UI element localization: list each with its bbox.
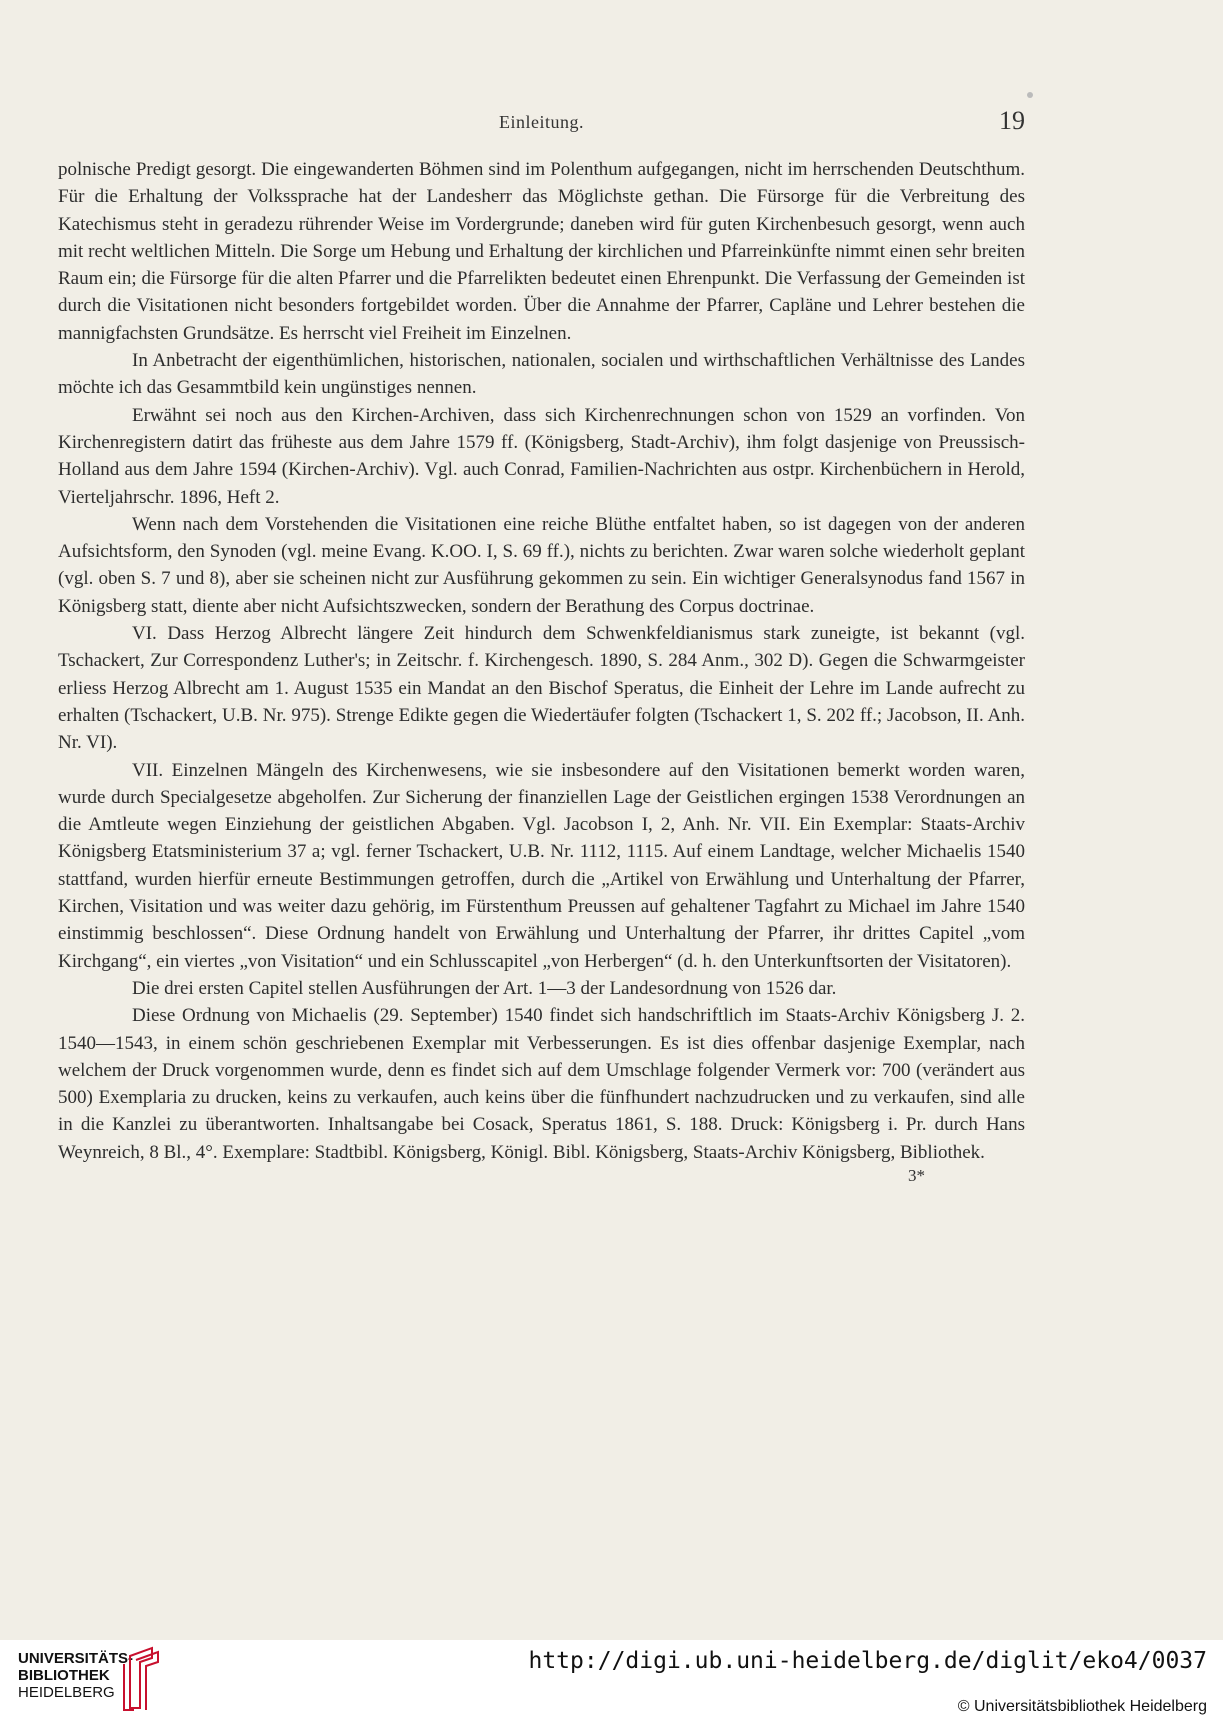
footer-bar [0,1640,1223,1731]
copyright-notice: © Universitätsbibliothek Heidelberg [957,1698,1207,1715]
paragraph: VII. Einzelnen Mängeln des Kirchenwesens, wie sie insbesondere auf den Visitationen bemerkt worden waren, wurde durch Specialgesetze abgeholfen. Zur Sicherung der finanziellen Lage der Geistlichen ergingen 1538 Verordnungen an die Amtleute wegen Einziehung der geistlichen Abgaben. Vgl. Jacobson I, 2, Anh. Nr. VII. Ein Exemplar: Staats-Archiv Königsberg Etatsministerium 37 a; vgl. ferner Tschackert, U.B. Nr. 1112, 1115. Auf einem Landtage, welcher Michaelis 1540 stattfand, wurden hierfür erneute Bestimmungen getroffen, durch die „Artikel von Erwählung und Unterhaltung der Pfarrer, Kirchen, Visitation und was weiter dazu gehörig, im Fürstenthum Preussen auf gehaltener Tagfahrt zu Michael im Jahre 1540 einstimmig beschlossen“. Diese Ordnung handelt von Erwählung und Unterhaltung der Pfarrer, ihr drittes Capitel „vom Kirchgang“, ein viertes „von Visitation“ und ein Schlusscapitel „von Herbergen“ (d. h. den Unterkunftsorten der Visitatoren). [58,759,1025,972]
paragraph: VI. Dass Herzog Albrecht längere Zeit hindurch dem Schwenkfeldianismus stark zuneigte, ist bekannt (vgl. Tschackert, Zur Correspondenz Luther's; in Zeitschr. f. Kirchengesch. 1890, S. 284 Anm., 302 D). Gegen die Schwarmgeister erliess Herzog Albrecht am 1. August 1535 ein Mandat an den Bischof Speratus, die Einheit der Lehre im Lande aufrecht zu erhalten (Tschackert, U.B. Nr. 975). Strenge Edikte gegen die Wiedertäufer folgten (Tschackert 1, S. 202 ff.; Jacobson, II. Anh. Nr. VI). [58,623,1025,754]
page-number: 19 [999,106,1025,135]
paragraph: Diese Ordnung von Michaelis (29. September) 1540 findet sich handschriftlich im Staats-Archiv Königsberg J. 2. 1540—1543, in einem schön geschriebenen Exemplar mit Verbesserungen. Es ist dies offenbar dasjenige Exemplar, nach welchem der Druck vorgenommen wurde, denn es findet sich auf dem Umschlage folgender Vermerk vor: 700 (verändert aus 500) Exemplaria zu drucken, keins zu verkaufen, auch keins über die fünfhundert nachzudrucken und zu verkaufen, sind alle in die Kanzlei zu überantworten. Inhaltsangabe bei Cosack, Speratus 1861, S. 188. Druck: Königsberg i. Pr. durch Hans Weynreich, 8 Bl., 4°. Exemplare: Stadtbibl. Königsberg, Königl. Bibl. Königsberg, Staats-Archiv Königsberg, Bibliothek. [58,1005,1025,1163]
paragraph: Wenn nach dem Vorstehenden die Visitationen eine reiche Blüthe entfaltet haben, so ist dagegen von der anderen Aufsichtsform, den Synoden (vgl. meine Evang. K.OO. I, S. 69 ff.), nichts zu berichten. Zwar waren solche wiederholt geplant (vgl. oben S. 7 und 8), aber sie scheinen nicht zur Ausführung gekommen zu sein. Ein wichtiger Generalsynodus fand 1567 in Königsberg statt, diente aber nicht Aufsichtszwecken, sondern der Berathung des Corpus doctrinae. [58,513,1025,617]
body-text [58,156,1025,1186]
permalink-url[interactable]: http://digi.ub.uni-heidelberg.de/diglit/eko4/0037 [528,1648,1207,1674]
running-header [58,106,1025,142]
paragraph: Erwähnt sei noch aus den Kirchen-Archiven, dass sich Kirchenrechnungen schon von 1529 an vorfinden. Von Kirchenregistern datirt das früheste aus dem Jahre 1579 ff. (Königsberg, Stadt-Archiv), ihm folgt dasjenige von Preussisch-Holland aus dem Jahre 1594 (Kirchen-Archiv). Vgl. auch Conrad, Familien-Nachrichten aus ostpr. Kirchenbüchern in Herold, Vierteljahrschr. 1896, Heft 2. [58,404,1025,508]
paragraph: Die drei ersten Capitel stellen Ausführungen der Art. 1—3 der Landesordnung von 1526 dar. [132,977,837,999]
library-logo[interactable] [18,1650,198,1722]
signature-mark: 3* [908,1165,925,1185]
logo-line-3: HEIDELBERG [18,1684,115,1701]
logo-line-2: BIBLIOTHEK [18,1667,110,1684]
scan-speck [1027,92,1033,98]
paragraph: In Anbetracht der eigenthümlichen, historischen, nationalen, socialen und wirthschaftlichen Verhältnisse des Landes möchte ich das Gesammtbild kein ungünstiges nennen. [58,350,1025,399]
running-title: Einleitung. [499,112,584,132]
logo-emblem-icon [122,1646,162,1712]
logo-line-1: UNIVERSITÄTS- [18,1650,134,1667]
paragraph: polnische Predigt gesorgt. Die eingewanderten Böhmen sind im Polenthum aufgegangen, nicht im herrschenden Deutschthum. Für die Erhaltung der Volkssprache hat der Landesherr das Möglichste gethan. Die Fürsorge für die Verbreitung des Katechismus steht in geradezu rührender Weise im Vordergrunde; daneben wird für guten Kirchenbesuch gesorgt, wenn auch mit recht weltlichen Mitteln. Die Sorge um Hebung und Erhaltung der kirchlichen und Pfarreinkünfte nimmt einen sehr breiten Raum ein; die Fürsorge für die alten Pfarrer und die Pfarrelikten bedeutet einen Ehrenpunkt. Die Verfassung der Gemeinden ist durch die Visitationen nicht besonders fortgebildet worden. Über die Annahme der Pfarrer, Capläne und Lehrer bestehen die mannigfachsten Grundsätze. Es herrscht viel Freiheit im Einzelnen. [58,159,1025,344]
